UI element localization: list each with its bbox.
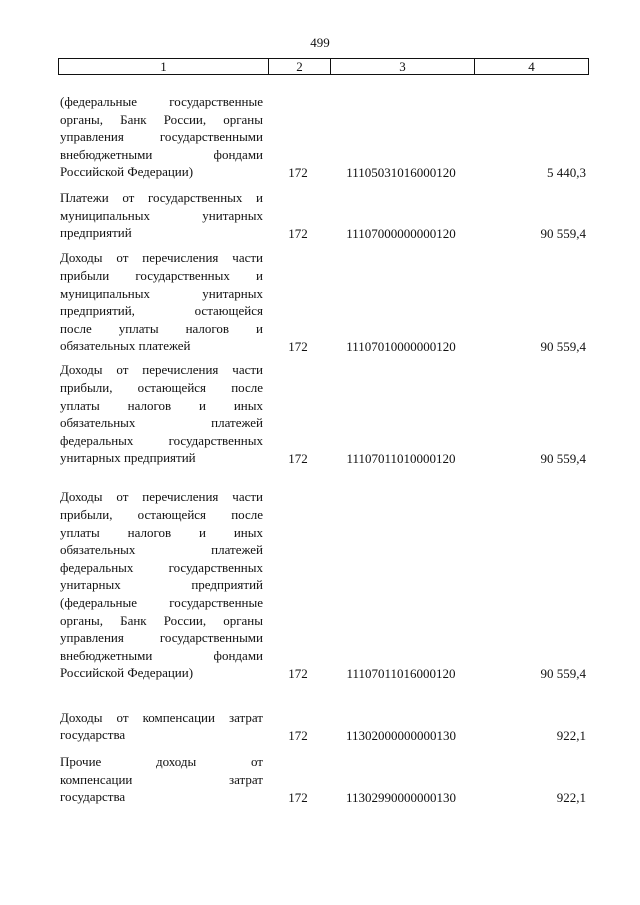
description-line: Доходы от перечисления части	[60, 362, 263, 378]
description-line: управления государственными	[60, 630, 263, 646]
row-amount: 90 559,4	[540, 666, 586, 681]
row-budget-classification-code: 11107000000000120	[346, 226, 456, 241]
row-code: 172	[288, 666, 308, 681]
row-amount: 90 559,4	[540, 451, 586, 466]
description-line: прибыли, остающейся после	[60, 380, 263, 396]
description-line: Российской Федерации)	[60, 164, 194, 180]
column-header-2: 2	[269, 59, 331, 75]
row-description	[60, 753, 263, 806]
description-line: Доходы от перечисления части	[60, 489, 263, 505]
description-line: обязательных платежей	[60, 542, 263, 558]
row-budget-classification-code: 11302990000000130	[345, 790, 457, 805]
row-code: 172	[288, 790, 308, 805]
description-line: управления государственными	[60, 129, 263, 145]
description-line: органы, Банк России, органы	[60, 612, 263, 628]
description-line: обязательных платежей	[60, 415, 263, 431]
row-amount: 90 559,4	[540, 339, 586, 354]
description-line: Российской Федерации)	[60, 665, 194, 681]
description-line: обязательных платежей	[60, 338, 191, 354]
row-amount: 5 440,3	[547, 165, 586, 180]
description-line: муниципальных унитарных	[60, 285, 263, 301]
description-line: унитарных предприятий	[60, 577, 263, 593]
row-budget-classification-code: 11107011010000120	[346, 451, 456, 466]
row-amount: 922,1	[556, 790, 586, 805]
page-number: 499	[310, 35, 330, 50]
description-line: (федеральные государственные	[60, 94, 263, 110]
row-budget-classification-code: 11107011016000120	[346, 666, 456, 681]
row-code: 172	[288, 728, 308, 743]
column-header-4: 4	[475, 59, 589, 75]
row-budget-classification-code: 11105031016000120	[346, 165, 456, 180]
row-amount: 90 559,4	[540, 226, 586, 241]
description-line: предприятий, остающейся	[60, 303, 263, 319]
row-amount: 922,1	[556, 728, 586, 743]
description-line: после уплаты налогов и	[60, 320, 263, 336]
column-header-1: 1	[59, 59, 269, 75]
description-line: органы, Банк России, органы	[60, 111, 263, 127]
column-header-3: 3	[331, 59, 475, 75]
description-line: (федеральные государственные	[60, 595, 263, 611]
description-line: внебюджетными фондами	[60, 146, 263, 162]
description-line: Прочие доходы от	[60, 754, 263, 770]
description-line: компенсации затрат	[60, 771, 263, 787]
description-line: государства	[60, 727, 126, 743]
description-line: уплаты налогов и иных	[60, 524, 263, 540]
description-line: уплаты налогов и иных	[60, 397, 263, 413]
description-line: унитарных предприятий	[60, 450, 196, 466]
row-code: 172	[288, 451, 308, 466]
description-line: государства	[60, 789, 126, 805]
description-line: муниципальных унитарных	[60, 207, 263, 223]
row-code: 172	[288, 226, 308, 241]
row-code: 172	[288, 339, 308, 354]
description-line: Доходы от перечисления части	[60, 250, 263, 266]
description-line: Платежи от государственных и	[60, 190, 263, 206]
description-line: прибыли государственных и	[60, 268, 263, 284]
row-budget-classification-code: 11107010000000120	[346, 339, 456, 354]
description-line: внебюджетными фондами	[60, 647, 263, 663]
description-line: федеральных государственных	[60, 432, 263, 448]
row-budget-classification-code: 11302000000000130	[345, 728, 457, 743]
row-code: 172	[288, 165, 308, 180]
description-line: прибыли, остающейся после	[60, 507, 263, 523]
description-line: предприятий	[60, 225, 132, 241]
description-line: федеральных государственных	[60, 559, 263, 575]
description-line: Доходы от компенсации затрат	[60, 709, 263, 725]
